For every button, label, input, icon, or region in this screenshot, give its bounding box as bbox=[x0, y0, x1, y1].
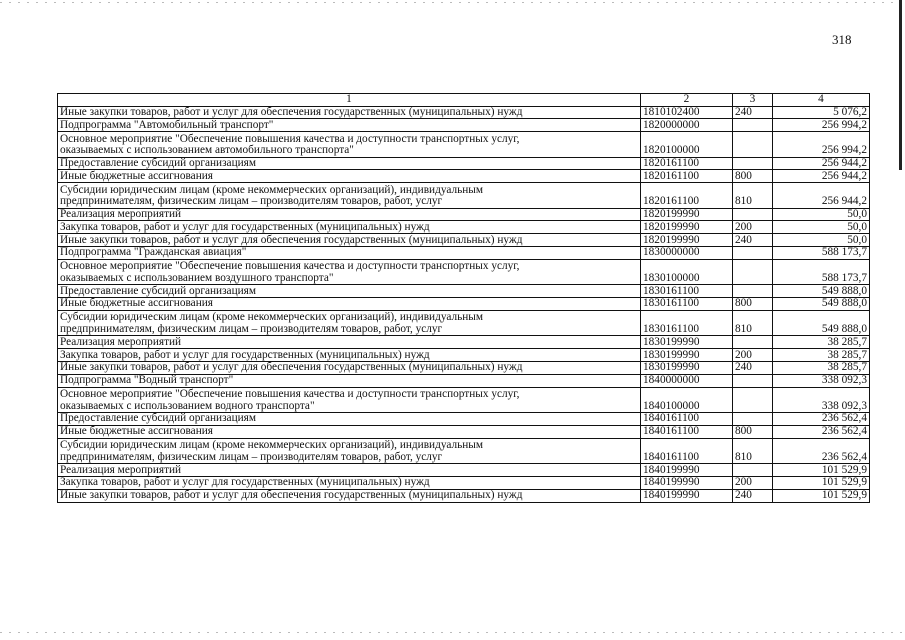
row-name bbox=[58, 349, 641, 362]
table-row bbox=[58, 477, 870, 490]
row-name bbox=[58, 183, 641, 209]
row-name-line: Подпрограмма "Гражданская авиация" bbox=[60, 246, 247, 259]
row-expense-type: 240 bbox=[733, 489, 773, 502]
row-expense-type bbox=[733, 387, 773, 413]
row-name-line: Иные закупки товаров, работ и услуг для обеспечения государственных (муниципальных) нужд bbox=[60, 233, 523, 246]
row-name-line: оказываемых с использованием автомобильного транспорта" bbox=[60, 144, 354, 157]
row-name-line: Предоставление субсидий организациям bbox=[60, 412, 257, 425]
row-amount: 256 944,2 bbox=[773, 170, 870, 183]
row-name-line: Реализация мероприятий bbox=[60, 335, 182, 348]
row-code: 1820000000 bbox=[641, 119, 733, 132]
row-amount: 236 562,4 bbox=[773, 413, 870, 426]
row-amount: 38 285,7 bbox=[773, 336, 870, 349]
row-code: 1840199990 bbox=[641, 477, 733, 490]
row-code: 1820199990 bbox=[641, 221, 733, 234]
row-name-line: Закупка товаров, работ и услуг для государственных (муниципальных) нужд bbox=[60, 348, 430, 361]
row-amount: 38 285,7 bbox=[773, 362, 870, 375]
row-name-line: Иные бюджетные ассигнования bbox=[60, 169, 213, 182]
table-row bbox=[58, 157, 870, 170]
row-name bbox=[58, 477, 641, 490]
budget-table bbox=[57, 93, 870, 503]
row-name-line: Иные закупки товаров, работ и услуг для обеспечения государственных (муниципальных) нужд bbox=[60, 361, 523, 374]
row-name bbox=[58, 259, 641, 285]
row-name bbox=[58, 387, 641, 413]
row-expense-type bbox=[733, 374, 773, 387]
row-code: 1840161100 bbox=[641, 425, 733, 438]
row-amount: 549 888,0 bbox=[773, 285, 870, 298]
row-amount: 549 888,0 bbox=[773, 298, 870, 311]
row-expense-type bbox=[733, 208, 773, 221]
row-amount: 549 888,0 bbox=[773, 310, 870, 336]
row-name bbox=[58, 170, 641, 183]
row-code: 1820161100 bbox=[641, 170, 733, 183]
page-number: 318 bbox=[832, 32, 852, 47]
table-row bbox=[58, 259, 870, 285]
row-expense-type bbox=[733, 157, 773, 170]
row-expense-type: 200 bbox=[733, 221, 773, 234]
table-row bbox=[58, 464, 870, 477]
row-name-line: Предоставление субсидий организациям bbox=[60, 157, 257, 169]
scan-edge-right bbox=[899, 0, 902, 170]
row-name bbox=[58, 221, 641, 234]
row-code: 1840100000 bbox=[641, 387, 733, 413]
table-row bbox=[58, 285, 870, 298]
row-code: 1830161100 bbox=[641, 298, 733, 311]
row-code: 1830161100 bbox=[641, 310, 733, 336]
row-expense-type bbox=[733, 259, 773, 285]
row-amount: 338 092,3 bbox=[773, 387, 870, 413]
row-name bbox=[58, 425, 641, 438]
row-code: 1830161100 bbox=[641, 285, 733, 298]
row-amount: 50,0 bbox=[773, 221, 870, 234]
header-col-1: 1 bbox=[58, 94, 641, 107]
row-amount: 101 529,9 bbox=[773, 489, 870, 502]
row-name-line: Субсидии юридическим лицам (кроме некоммерческих организаций), индивидуальным bbox=[60, 311, 484, 324]
table-row bbox=[58, 106, 870, 119]
header-col-4: 4 bbox=[773, 94, 870, 107]
row-name bbox=[58, 489, 641, 502]
row-name bbox=[58, 336, 641, 349]
table-row bbox=[58, 183, 870, 209]
row-code: 1830199990 bbox=[641, 336, 733, 349]
table-row bbox=[58, 425, 870, 438]
scan-edge-top bbox=[0, 2, 905, 3]
row-name-line: оказываемых с использованием воздушного транспорта" bbox=[60, 271, 334, 284]
header-col-2: 2 bbox=[641, 94, 733, 107]
row-name-line: Предоставление субсидий организациям bbox=[60, 284, 257, 297]
row-name-line: Субсидии юридическим лицам (кроме некоммерческих организаций), индивидуальным bbox=[60, 183, 484, 196]
table-row bbox=[58, 438, 870, 464]
table-row bbox=[58, 132, 870, 158]
row-name bbox=[58, 132, 641, 158]
row-name-line: Реализация мероприятий bbox=[60, 208, 182, 220]
row-code: 1830199990 bbox=[641, 362, 733, 375]
row-code: 1820161100 bbox=[641, 183, 733, 209]
row-code: 1840199990 bbox=[641, 489, 733, 502]
row-expense-type: 800 bbox=[733, 298, 773, 311]
row-name-line: Реализация мероприятий bbox=[60, 463, 182, 476]
table-header-row bbox=[58, 94, 870, 107]
table-row bbox=[58, 170, 870, 183]
table-row bbox=[58, 247, 870, 260]
row-amount: 256 994,2 bbox=[773, 119, 870, 132]
row-amount: 236 562,4 bbox=[773, 438, 870, 464]
table-row bbox=[58, 387, 870, 413]
row-name bbox=[58, 413, 641, 426]
row-name bbox=[58, 374, 641, 387]
table-row bbox=[58, 336, 870, 349]
row-expense-type bbox=[733, 336, 773, 349]
row-name bbox=[58, 119, 641, 132]
row-name bbox=[58, 157, 641, 170]
row-code: 1840161100 bbox=[641, 438, 733, 464]
row-name bbox=[58, 106, 641, 119]
row-expense-type: 800 bbox=[733, 425, 773, 438]
row-name-line: Иные закупки товаров, работ и услуг для обеспечения государственных (муниципальных) нужд bbox=[60, 489, 523, 502]
row-amount: 256 944,2 bbox=[773, 157, 870, 170]
row-amount: 236 562,4 bbox=[773, 425, 870, 438]
row-expense-type bbox=[733, 413, 773, 426]
row-name bbox=[58, 464, 641, 477]
row-name-line: Подпрограмма "Автомобильный транспорт" bbox=[60, 118, 274, 131]
row-name-line: Закупка товаров, работ и услуг для государственных (муниципальных) нужд bbox=[60, 476, 430, 489]
row-expense-type: 810 bbox=[733, 183, 773, 209]
header-col-3: 3 bbox=[733, 94, 773, 107]
row-expense-type bbox=[733, 464, 773, 477]
row-expense-type: 200 bbox=[733, 349, 773, 362]
table-row bbox=[58, 362, 870, 375]
row-name-line: Основное мероприятие "Обеспечение повышения качества и доступности транспортных услуг, bbox=[60, 388, 520, 401]
row-amount: 338 092,3 bbox=[773, 374, 870, 387]
row-expense-type bbox=[733, 132, 773, 158]
row-name bbox=[58, 362, 641, 375]
row-name-line: Подпрограмма "Водный транспорт" bbox=[60, 374, 234, 387]
scan-edge-bottom bbox=[0, 632, 905, 633]
row-expense-type: 240 bbox=[733, 106, 773, 119]
row-amount: 101 529,9 bbox=[773, 477, 870, 490]
row-amount: 50,0 bbox=[773, 208, 870, 221]
row-amount: 588 173,7 bbox=[773, 247, 870, 260]
row-name-line: Иные бюджетные ассигнования bbox=[60, 297, 213, 310]
row-name bbox=[58, 438, 641, 464]
row-code: 1840199990 bbox=[641, 464, 733, 477]
row-name bbox=[58, 247, 641, 260]
row-amount: 50,0 bbox=[773, 234, 870, 247]
table-row bbox=[58, 119, 870, 132]
row-amount: 38 285,7 bbox=[773, 349, 870, 362]
row-code: 1820100000 bbox=[641, 132, 733, 158]
row-expense-type: 810 bbox=[733, 438, 773, 464]
row-code: 1820199990 bbox=[641, 234, 733, 247]
table-row bbox=[58, 208, 870, 221]
row-expense-type bbox=[733, 119, 773, 132]
row-code: 1820161100 bbox=[641, 157, 733, 170]
row-code: 1840000000 bbox=[641, 374, 733, 387]
row-amount: 256 944,2 bbox=[773, 183, 870, 209]
table-row bbox=[58, 349, 870, 362]
row-code: 1810102400 bbox=[641, 106, 733, 119]
budget-table-body bbox=[58, 94, 870, 503]
row-code: 1830199990 bbox=[641, 349, 733, 362]
row-expense-type: 810 bbox=[733, 310, 773, 336]
table-row bbox=[58, 234, 870, 247]
row-expense-type: 800 bbox=[733, 170, 773, 183]
row-expense-type: 240 bbox=[733, 362, 773, 375]
row-amount: 588 173,7 bbox=[773, 259, 870, 285]
row-code: 1820199990 bbox=[641, 208, 733, 221]
table-row bbox=[58, 221, 870, 234]
row-expense-type: 200 bbox=[733, 477, 773, 490]
row-name-line: предпринимателям, физическим лицам – производителям товаров, работ, услуг bbox=[60, 322, 443, 335]
table-row bbox=[58, 374, 870, 387]
row-name-line: Основное мероприятие "Обеспечение повышения качества и доступности транспортных услуг, bbox=[60, 132, 520, 145]
row-expense-type bbox=[733, 247, 773, 260]
row-name-line: предпринимателям, физическим лицам – производителям товаров, работ, услуг bbox=[60, 195, 443, 208]
row-name bbox=[58, 234, 641, 247]
row-name bbox=[58, 310, 641, 336]
row-amount: 256 994,2 bbox=[773, 132, 870, 158]
row-name-line: Основное мероприятие "Обеспечение повышения качества и доступности транспортных услуг, bbox=[60, 260, 520, 273]
row-name-line: предпринимателям, физическим лицам – производителям товаров, работ, услуг bbox=[60, 450, 443, 463]
row-name bbox=[58, 208, 641, 221]
row-code: 1830000000 bbox=[641, 247, 733, 260]
row-code: 1840161100 bbox=[641, 413, 733, 426]
row-name-line: Закупка товаров, работ и услуг для государственных (муниципальных) нужд bbox=[60, 220, 430, 233]
row-name bbox=[58, 285, 641, 298]
row-expense-type: 240 bbox=[733, 234, 773, 247]
row-code: 1830100000 bbox=[641, 259, 733, 285]
table-row bbox=[58, 310, 870, 336]
row-amount: 101 529,9 bbox=[773, 464, 870, 477]
row-amount: 5 076,2 bbox=[773, 106, 870, 119]
row-name-line: Субсидии юридическим лицам (кроме некоммерческих организаций), индивидуальным bbox=[60, 439, 484, 452]
table-row bbox=[58, 413, 870, 426]
row-name-line: оказываемых с использованием водного транспорта" bbox=[60, 399, 315, 412]
table-row bbox=[58, 298, 870, 311]
row-expense-type bbox=[733, 285, 773, 298]
row-name bbox=[58, 298, 641, 311]
row-name-line: Иные бюджетные ассигнования bbox=[60, 425, 213, 438]
table-row bbox=[58, 489, 870, 502]
row-name-line: Иные закупки товаров, работ и услуг для обеспечения государственных (муниципальных) нужд bbox=[60, 106, 523, 118]
